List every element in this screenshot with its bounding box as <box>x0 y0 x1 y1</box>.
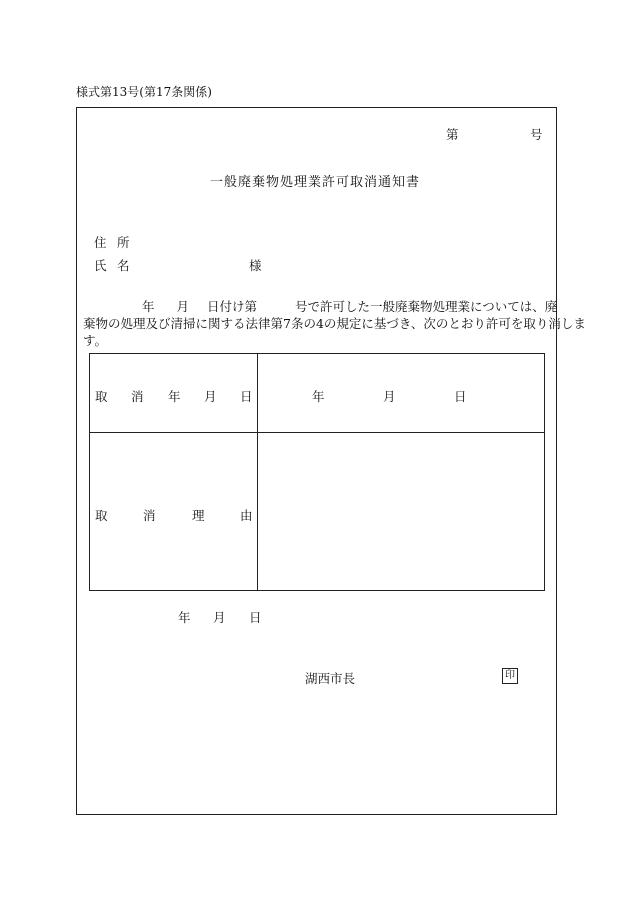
cancel-date-label-2: 消 <box>131 389 144 404</box>
cancel-date-label-3: 年 <box>168 389 181 404</box>
body-line1-rest: 号で許可した一般廃棄物処理業については、廃 <box>295 299 558 314</box>
table-row-divider <box>89 432 545 433</box>
issue-date-tsuki: 月 <box>213 610 226 625</box>
cancel-date-label-1: 取 <box>95 389 108 404</box>
cancel-date-label-4: 月 <box>204 389 217 404</box>
cancel-reason-label-3: 理 <box>192 508 205 523</box>
body-line-3: す。 <box>83 333 108 348</box>
body-line-1 <box>83 298 558 315</box>
body-line-2: 棄物の処理及び清掃に関する法律第7条の4の規定に基づき、次のとおり許可を取り消しま <box>83 316 586 331</box>
seal-mark: 印 <box>502 668 518 684</box>
body-nen: 年 <box>142 299 155 314</box>
cancel-reason-label-1: 取 <box>95 508 108 523</box>
form-id: 様式第13号(第17条関係) <box>76 85 212 99</box>
cancel-date-value-tsuki: 月 <box>383 389 396 404</box>
body-paragraph <box>83 298 586 349</box>
address-label-2: 所 <box>117 235 130 250</box>
table-column-divider <box>257 353 258 591</box>
cancel-date-value-hi: 日 <box>454 389 467 404</box>
document-title: 一般廃棄物処理業許可取消通知書 <box>209 175 420 190</box>
cancel-date-label-5: 日 <box>240 389 253 404</box>
address-label-1: 住 <box>94 235 107 250</box>
body-hizuke: 日付け第 <box>207 299 258 314</box>
issue-date-hi: 日 <box>249 610 262 625</box>
number-go: 号 <box>530 127 543 142</box>
name-label-1: 氏 <box>94 258 107 273</box>
number-dai: 第 <box>446 127 459 142</box>
cancel-reason-label-4: 由 <box>240 508 253 523</box>
name-label-2: 名 <box>117 258 130 273</box>
cancel-reason-label-2: 消 <box>143 508 156 523</box>
issue-date-nen: 年 <box>178 610 191 625</box>
body-tsuki: 月 <box>176 299 190 314</box>
honorific: 様 <box>249 258 262 273</box>
cancel-date-value-nen: 年 <box>312 389 325 404</box>
issuer-title: 湖西市長 <box>305 671 356 686</box>
